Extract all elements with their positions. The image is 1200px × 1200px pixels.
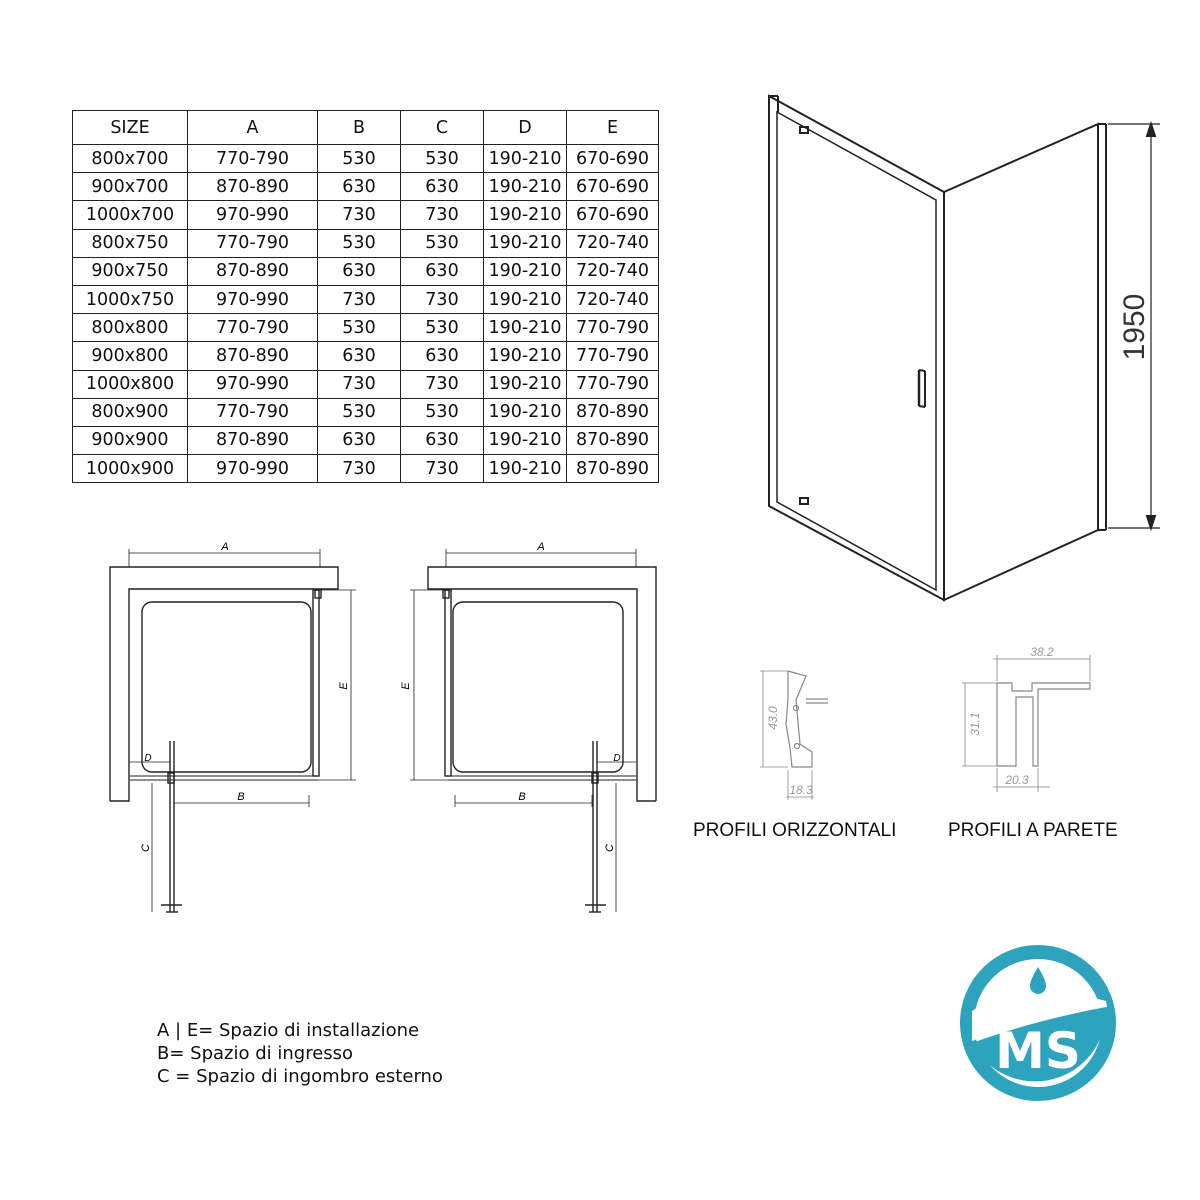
table-cell: 530 [318,229,401,257]
table-cell: 630 [401,426,484,454]
table-cell: 900x800 [73,342,188,370]
header-size: SIZE [73,111,188,145]
plan-right-label-d: D [613,753,621,764]
table-cell: 1000x900 [73,455,188,483]
table-cell: 800x800 [73,314,188,342]
legend-line-c: C = Spazio di ingombro esterno [157,1066,443,1087]
wall-profile-top: 38.2 [1030,645,1054,659]
table-cell: 190-210 [484,314,567,342]
table-cell: 970-990 [188,370,318,398]
table-cell: 630 [318,342,401,370]
header-a: A [188,111,318,145]
plan-left-label-b: B [237,791,245,803]
table-cell: 190-210 [484,398,567,426]
table-cell: 720-740 [567,229,659,257]
table-cell: 530 [401,398,484,426]
table-cell: 730 [401,455,484,483]
header-e: E [567,111,659,145]
header-b: B [318,111,401,145]
table-cell: 770-790 [567,314,659,342]
table-cell: 770-790 [188,398,318,426]
table-cell: 190-210 [484,229,567,257]
header-d: D [484,111,567,145]
table-cell: 630 [318,426,401,454]
table-cell: 670-690 [567,201,659,229]
horizontal-profile-width: 18.3 [789,783,813,797]
table-cell: 770-790 [188,229,318,257]
table-cell: 1000x700 [73,201,188,229]
height-label: 1950 [1118,293,1151,361]
plan-left-label-e: E [338,682,350,690]
wall-profile-caption: PROFILI A PARETE [948,820,1118,841]
table-cell: 870-890 [188,173,318,201]
legend-line-ae: A | E= Spazio di installazione [157,1020,420,1041]
table-cell: 630 [401,257,484,285]
table-cell: 530 [401,229,484,257]
table-cell: 530 [318,145,401,173]
table-cell: 190-210 [484,426,567,454]
table-cell: 970-990 [188,285,318,313]
table-cell: 870-890 [188,426,318,454]
table-cell: 730 [401,201,484,229]
table-cell: 730 [401,285,484,313]
legend-line-b: B= Spazio di ingresso [157,1043,354,1064]
table-cell: 870-890 [188,342,318,370]
header-c: C [401,111,484,145]
table-cell: 190-210 [484,257,567,285]
table-cell: 970-990 [188,455,318,483]
plan-right-label-b: B [518,791,526,803]
plan-left-label-c: C [140,844,152,852]
table-cell: 770-790 [188,314,318,342]
table-cell: 630 [401,342,484,370]
table-cell: 190-210 [484,342,567,370]
table-cell: 530 [318,398,401,426]
table-cell: 630 [318,257,401,285]
table-cell: 800x900 [73,398,188,426]
ms-logo [960,945,1120,1105]
table-cell: 900x900 [73,426,188,454]
table-cell: 770-790 [567,370,659,398]
table-cell: 900x700 [73,173,188,201]
plan-right-label-e: E [400,682,412,690]
table-cell: 900x750 [73,257,188,285]
table-cell: 800x700 [73,145,188,173]
table-cell: 730 [318,455,401,483]
table-cell: 870-890 [567,455,659,483]
table-cell: 770-790 [188,145,318,173]
table-cell: 730 [318,285,401,313]
plan-left-label-d: D [144,753,152,764]
table-cell: 1000x800 [73,370,188,398]
table-cell: 720-740 [567,285,659,313]
table-cell: 190-210 [484,201,567,229]
table-cell: 530 [318,314,401,342]
table-cell: 730 [401,370,484,398]
table-cell: 730 [318,370,401,398]
wall-profile-bottom: 20.3 [1005,773,1029,787]
table-cell: 870-890 [188,257,318,285]
table-cell: 190-210 [484,173,567,201]
table-cell: 630 [318,173,401,201]
table-cell: 630 [401,173,484,201]
table-cell: 190-210 [484,145,567,173]
table-cell: 970-990 [188,201,318,229]
table-cell: 800x750 [73,229,188,257]
table-cell: 870-890 [567,426,659,454]
legend [157,1019,443,1088]
table-cell: 190-210 [484,285,567,313]
table-cell: 730 [318,201,401,229]
table-cell: 670-690 [567,173,659,201]
horizontal-profile-height: 43.0 [766,706,780,730]
plan-right-label-c: C [604,844,616,852]
table-cell: 190-210 [484,455,567,483]
table-cell: 670-690 [567,145,659,173]
table-cell: 530 [401,145,484,173]
wall-profile-height: 31.1 [968,712,982,736]
logo-text: MS [995,1022,1081,1080]
table-cell: 870-890 [567,398,659,426]
table-cell: 530 [401,314,484,342]
table-cell: 770-790 [567,342,659,370]
plan-left-label-a: A [221,541,229,553]
table-cell: 720-740 [567,257,659,285]
table-cell: 1000x750 [73,285,188,313]
water-drop-icon [1030,967,1046,994]
table-cell: 190-210 [484,370,567,398]
horizontal-profile-caption: PROFILI ORIZZONTALI [693,820,897,841]
plan-right-label-a: A [537,541,545,553]
